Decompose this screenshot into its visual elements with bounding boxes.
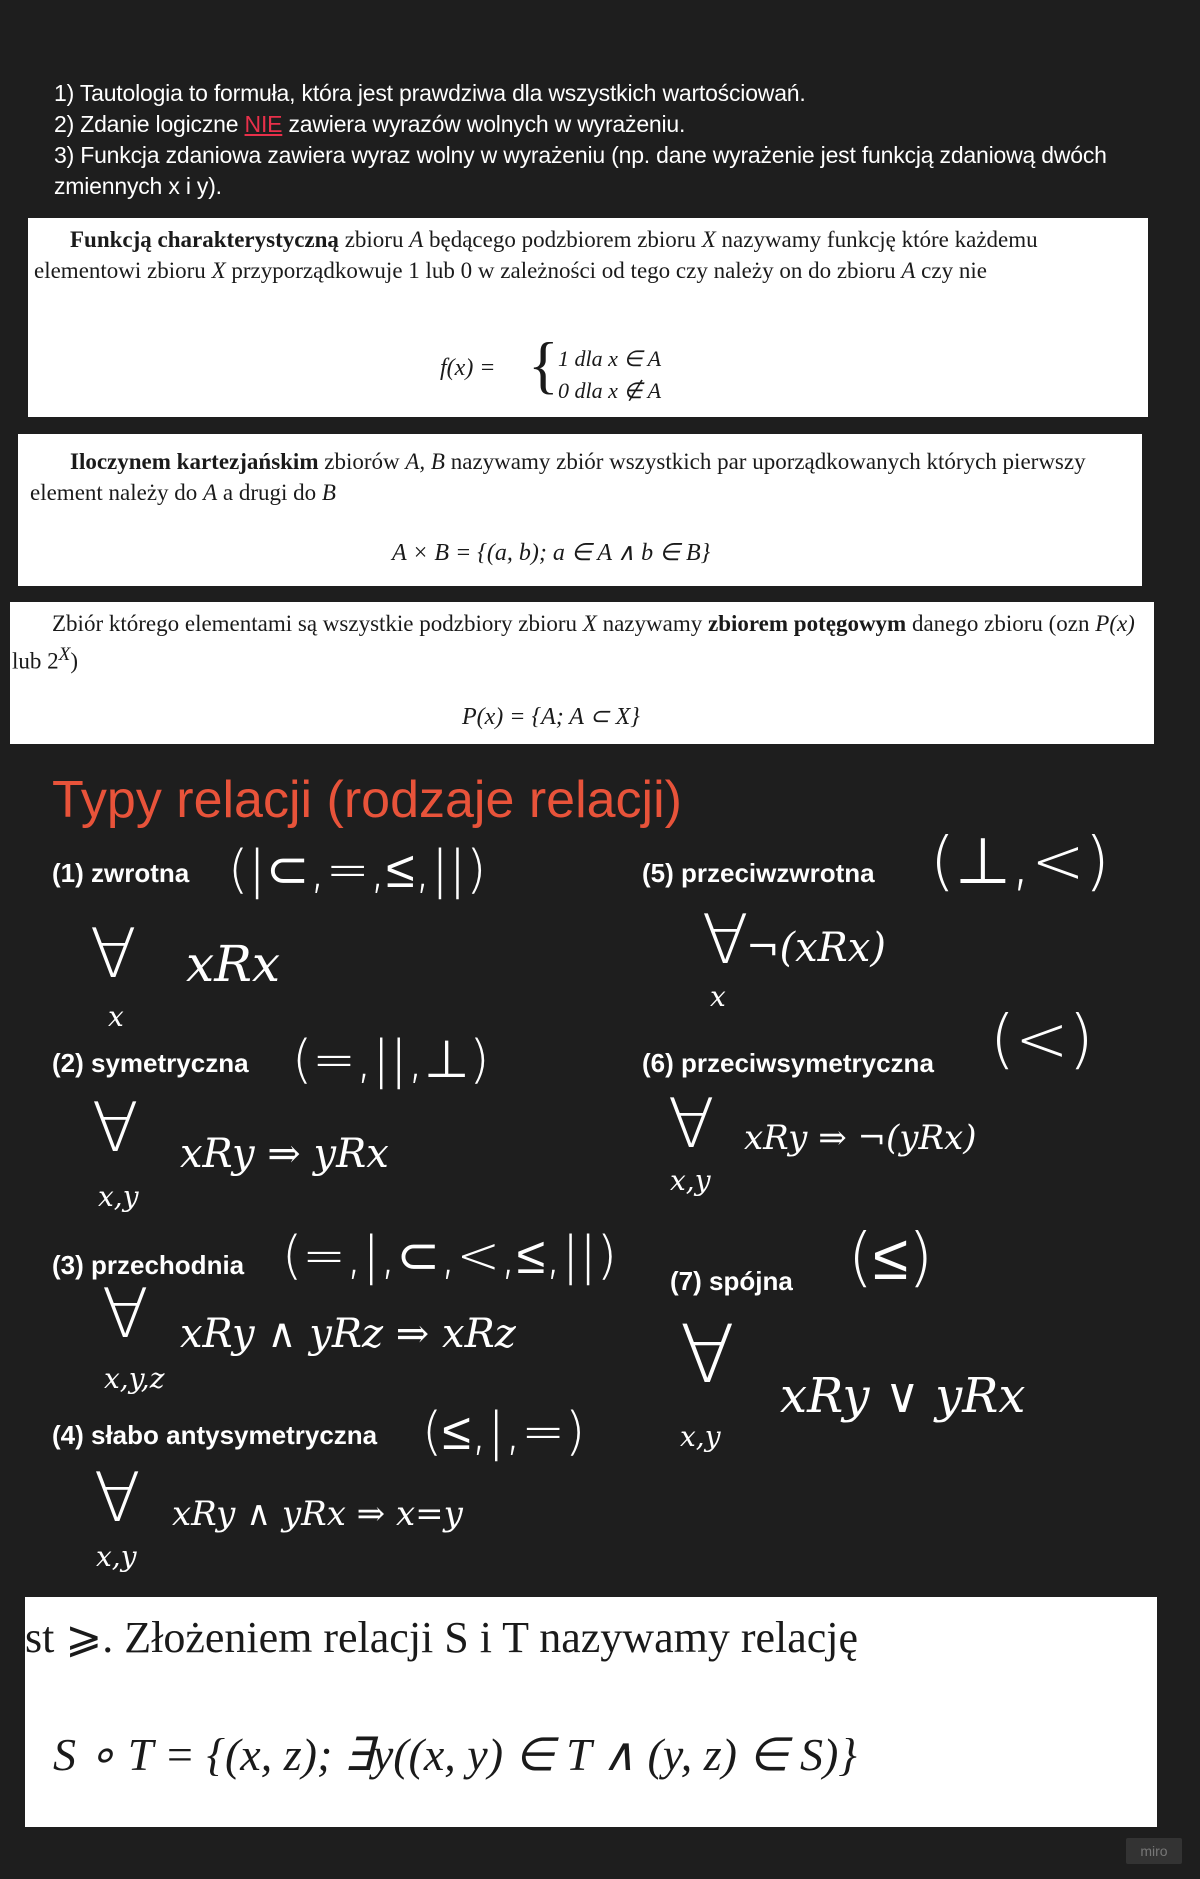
- relation-3-examples: (=,|,⊂,<,≤,||): [282, 1226, 618, 1286]
- term-bold: Funkcją charakterystyczną: [70, 227, 339, 252]
- term-bold: zbiorem potęgowym: [707, 611, 907, 636]
- var-A: A: [901, 258, 916, 283]
- composition-formula: S ∘ T = {(x, z); ∃y((x, y) ∈ T ∧ (y, z) ∈ S)}: [53, 1729, 857, 1780]
- def-text: zbioru: [338, 227, 410, 252]
- var-X: X: [582, 611, 597, 636]
- term-bold: Iloczynem kartezjańskim: [70, 449, 319, 474]
- relation-6-formula: xRy ⇒ ¬(yRx): [744, 1118, 977, 1158]
- relation-1-subscript: x: [108, 1000, 124, 1033]
- relation-3-label: (3) przechodnia: [52, 1250, 245, 1280]
- def-text: będącego podzbiorem zbioru: [423, 227, 702, 252]
- relation-5-formula: ¬(xRx): [746, 925, 886, 971]
- var-X: X: [211, 258, 226, 283]
- forall-icon: ∀: [94, 1459, 141, 1538]
- relation-5-label: (5) przeciwzwrotna: [642, 858, 875, 888]
- relation-1-formula: xRx: [186, 935, 281, 993]
- var-B: B: [321, 480, 336, 505]
- characteristic-formula-row1: 1 dla x ∈ A: [558, 346, 662, 371]
- relation-5-examples: (⊥,<): [930, 825, 1110, 899]
- def-text: przyporządkowuje 1 lub 0 w zależności od tego czy należy on do zbioru: [225, 258, 902, 283]
- forall-icon: ∀: [668, 1085, 715, 1164]
- relation-2-subscript: x,y: [98, 1180, 139, 1213]
- miro-watermark: miro: [1126, 1838, 1182, 1864]
- power-exponent: X: [58, 644, 71, 665]
- brace-glyph: {: [528, 329, 559, 400]
- note-2-post: zawiera wyrazów wolnych w wyrażeniu.: [282, 111, 686, 137]
- forall-icon: ∀: [90, 915, 137, 994]
- var-P: P(x): [1095, 611, 1135, 636]
- note-3: 3) Funkcja zdaniowa zawiera wyraz wolny w wyrażeniu (np. dane wyrażenie jest funkcją zdaniową dwóch zmiennych x i y).: [54, 142, 1107, 199]
- cartesian-product-formula: A × B = {(a, b); a ∈ A ∧ b ∈ B}: [392, 540, 711, 566]
- note-2: [54, 109, 1154, 140]
- relation-4-label: (4) słabo antysymetryczna: [52, 1420, 378, 1450]
- composition-definition: st ⩾. Złożeniem relacji S i T nazywamy relację: [25, 1613, 859, 1662]
- characteristic-function-card: [28, 218, 1148, 417]
- var-X: X: [701, 227, 716, 252]
- def-text: danego zbioru (ozn: [906, 611, 1096, 636]
- characteristic-function-definition: [34, 224, 1138, 286]
- def-text: a drugi do: [217, 480, 322, 505]
- def-text: nazywamy funkcję które każdemu elementowi zbioru: [34, 227, 1038, 283]
- note-2-pre: 2) Zdanie logiczne: [54, 111, 245, 137]
- power-set-formula: P(x) = {A; A ⊂ X}: [462, 704, 640, 730]
- relation-types-heading: Typy relacji (rodzaje relacji): [52, 771, 682, 829]
- relation-7-formula: xRy ∨ yRx: [780, 1368, 1026, 1424]
- relation-6-examples: (<): [990, 1003, 1094, 1077]
- relation-4-examples: (≤,|,=): [422, 1402, 586, 1462]
- var-AB: A, B: [405, 449, 445, 474]
- def-text: czy nie: [915, 258, 987, 283]
- power-base: 2: [47, 648, 59, 674]
- var-A: A: [409, 227, 424, 252]
- relation-3-formula: xRy ∧ yRz ⇒ xRz: [180, 1311, 516, 1357]
- relation-3-subscript: x,y,z: [104, 1362, 165, 1395]
- forall-icon: ∀: [702, 901, 749, 980]
- relation-2-label: (2) symetryczna: [52, 1048, 249, 1078]
- def-text: nazywamy: [596, 611, 708, 636]
- note-1: 1) Tautologia to formuła, która jest prawdziwa dla wszystkich wartościowań.: [54, 80, 806, 106]
- relation-composition-card: [25, 1597, 1157, 1827]
- notes-block: [54, 78, 1154, 202]
- var-A: A: [203, 480, 218, 505]
- relation-1-label: (1) zwrotna: [52, 858, 190, 888]
- relation-2-formula: xRy ⇒ yRx: [180, 1131, 389, 1177]
- relation-4-subscript: x,y: [96, 1540, 137, 1573]
- cartesian-product-definition: [30, 446, 1126, 508]
- characteristic-formula-row2: 0 dla x ∉ A: [558, 378, 662, 403]
- relation-7-subscript: x,y: [680, 1420, 721, 1453]
- power-set-definition: [12, 608, 1148, 677]
- forall-icon: ∀: [92, 1089, 139, 1168]
- relation-6-subscript: x,y: [670, 1164, 711, 1197]
- def-text: ): [70, 648, 79, 674]
- relation-6-label: (6) przeciwsymetryczna: [642, 1048, 934, 1078]
- relation-2-examples: (=,||,⊥): [292, 1030, 490, 1090]
- relation-4-formula: xRy ∧ yRx ⇒ x=y: [172, 1494, 463, 1534]
- power-set-card: [10, 602, 1154, 744]
- forall-icon: ∀: [102, 1275, 149, 1354]
- characteristic-formula-lhs: f(x) =: [440, 355, 496, 381]
- note-2-emphasis: NIE: [244, 111, 283, 137]
- def-text: nazywamy zbiór wszystkich par uporządkowanych których pierwszy element należy do: [30, 449, 1086, 505]
- forall-icon: ∀: [680, 1308, 735, 1401]
- cartesian-product-card: [18, 434, 1142, 586]
- relation-5-subscript: x: [710, 980, 726, 1013]
- def-text: zbiorów: [318, 449, 406, 474]
- relation-1-examples: (|⊂,=,≤,||): [228, 840, 487, 900]
- relation-7-examples: (≤): [848, 1221, 934, 1295]
- def-text: Zbiór którego elementami są wszystkie podzbiory zbioru: [52, 611, 583, 636]
- relation-7-label: (7) spójna: [670, 1266, 793, 1296]
- def-text: lub: [12, 648, 48, 674]
